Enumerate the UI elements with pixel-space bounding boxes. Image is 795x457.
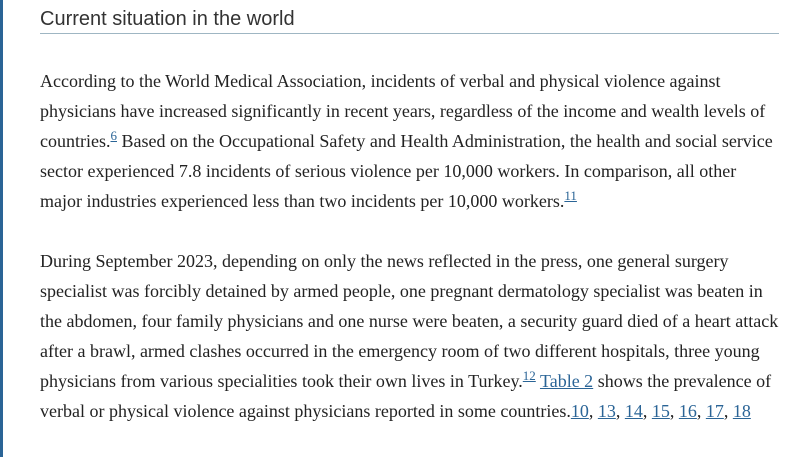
ref-separator: , [669,401,679,421]
citation-12 [523,368,536,383]
paragraph-september-2023 [40,246,779,426]
citation-link-12[interactable]: 12 [522,368,536,383]
ref-separator: , [723,401,733,421]
ref-separator: , [696,401,706,421]
citation-link-11[interactable]: 11 [564,188,577,203]
table-2-link[interactable]: Table 2 [539,371,594,391]
ref-link-10[interactable]: 10 [570,401,589,421]
ref-link-16[interactable]: 16 [678,401,697,421]
paragraph-text: Based on the Occupational Safety and Health Administration, the health and social service sector experienced 7.8 incidents of serious violence per 10,000 workers. In comparison, all other major industries experienced less than two incidents per 10,000 workers. [40,131,773,211]
ref-link-13[interactable]: 13 [597,401,616,421]
citation-link-6[interactable]: 6 [110,128,117,143]
paragraph-text: According to the World Medical Association, incidents of verbal and physical violence against physicians have increased significantly in recent years, regardless of the income and wealth levels of countries. [40,71,766,151]
ref-link-15[interactable]: 15 [651,401,670,421]
paragraph-world-medical-association [40,66,779,216]
ref-link-18[interactable]: 18 [732,401,751,421]
ref-link-14[interactable]: 14 [624,401,643,421]
citation-11 [564,188,577,203]
section-heading: Current situation in the world [40,0,779,34]
ref-link-17[interactable]: 17 [705,401,724,421]
paragraph-text: shows the prevalence of verbal or physical violence against physicians reported in some countries. [40,371,772,421]
paragraph-text: During September 2023, depending on only the news reflected in the press, one general surgery specialist was forcibly detained by armed people, one pregnant dermatology specialist was beaten in the abdomen, four family physicians and one nurse were beaten, a security guard died of a heart attack after a brawl, armed clashes occurred in the emergency room of two different hospitals, three young physicians from various specialities took their own lives in Turkey. [40,251,779,391]
ref-separator: , [588,401,598,421]
ref-separator: , [615,401,625,421]
article-section [40,0,779,426]
ref-separator: , [642,401,652,421]
